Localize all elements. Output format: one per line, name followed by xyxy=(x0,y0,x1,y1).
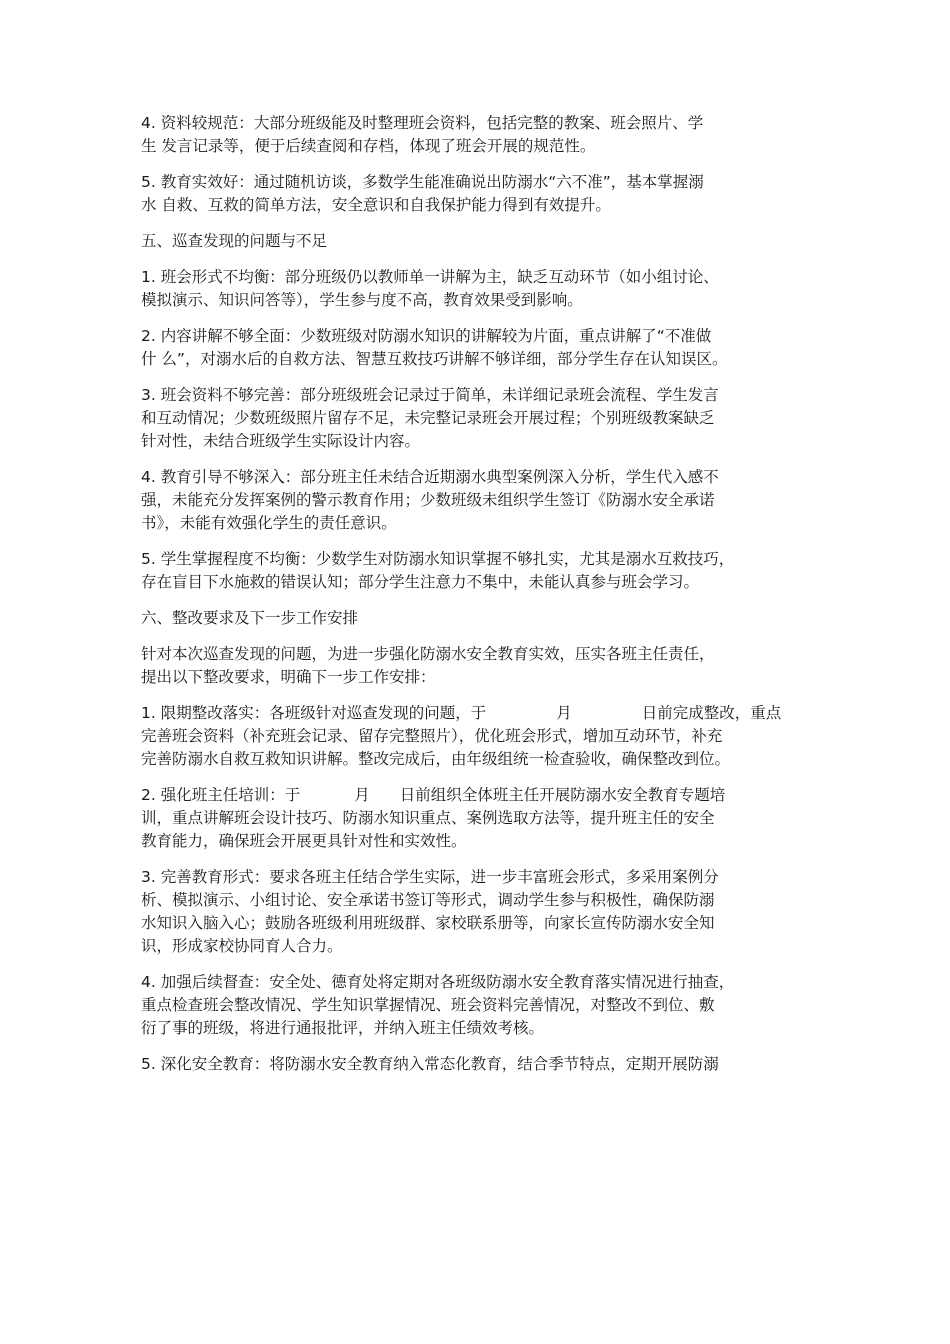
paragraph-line: 4. 教育引导不够深入：部分班主任未结合近期溺水典型案例深入分析，学生代入感不 xyxy=(141,468,719,486)
paragraph-line: 五、巡查发现的问题与不足 xyxy=(141,232,328,250)
requirement-1 xyxy=(141,702,826,771)
paragraph xyxy=(141,325,826,371)
paragraph-line: 5. 教育实效好：通过随机访谈，多数学生能准确说出防溺水“六不准”，基本掌握溺 xyxy=(141,173,704,191)
paragraph-line: 水 自救、互救的简单方法，安全意识和自我保护能力得到有效提升。 xyxy=(141,196,611,214)
paragraph-line: 衍了事的班级，将进行通报批评，并纳入班主任绩效考核。 xyxy=(141,1019,545,1037)
paragraph-line: 1. 班会形式不均衡：部分班级仍以教师单一讲解为主，缺乏互动环节（如小组讨论、 xyxy=(141,268,719,286)
paragraph xyxy=(141,466,826,535)
requirement-2-line-1 xyxy=(141,784,826,807)
paragraph-line: 水知识入脑入心；鼓励各班级利用班级群、家校联系册等，向家长宣传防溺水安全知 xyxy=(141,914,715,932)
requirement-1-line-2: 完善班会资料（补充班会记录、留存完整照片），优化班会形式，增加互动环节，补充 xyxy=(141,727,723,745)
paragraph-line: 生 发言记录等，便于后续查阅和存档，体现了班会开展的规范性。 xyxy=(141,137,596,155)
paragraph xyxy=(141,266,826,312)
requirement-1-text-a: 1. 限期整改落实：各班级针对巡查发现的问题，于 xyxy=(141,704,487,722)
requirement-1-line-3: 完善防溺水自救互救知识讲解。整改完成后，由年级组统一检查验收，确保整改到位。 xyxy=(141,750,731,768)
requirement-2-line-3: 教育能力，确保班会开展更具针对性和实效性。 xyxy=(141,832,467,850)
paragraph-line: 2. 内容讲解不够全面：少数班级对防溺水知识的讲解较为片面，重点讲解了“不准做 xyxy=(141,327,712,345)
paragraph xyxy=(141,112,826,158)
paragraph-line: 5. 深化安全教育：将防溺水安全教育纳入常态化教育，结合季节特点，定期开展防溺 xyxy=(141,1055,719,1073)
paragraph xyxy=(141,384,826,453)
paragraph-line: 重点检查班会整改情况、学生知识掌握情况、班会资料完善情况，对整改不到位、敷 xyxy=(141,996,715,1014)
report-body-bottom xyxy=(141,866,826,1076)
paragraph-line: 提出以下整改要求，明确下一步工作安排： xyxy=(141,668,436,686)
paragraph-line: 模拟演示、知识问答等），学生参与度不高，教育效果受到影响。 xyxy=(141,291,583,309)
paragraph xyxy=(141,548,826,594)
paragraph-line: 针对本次巡查发现的问题，为进一步强化防溺水安全教育实效，压实各班主任责任， xyxy=(141,645,715,663)
requirement-2 xyxy=(141,784,826,853)
paragraph xyxy=(141,971,826,1040)
paragraph-line: 存在盲目下水施救的错误认知；部分学生注意力不集中，未能认真参与班会学习。 xyxy=(141,573,700,591)
paragraph-line: 识，形成家校协同育人合力。 xyxy=(141,937,343,955)
report-body-top xyxy=(141,112,826,689)
requirement-2-text-a: 2. 强化班主任培训：于 xyxy=(141,786,301,804)
paragraph-line: 什 么”，对溺水后的自救方法、智慧互救技巧讲解不够详细，部分学生存在认知误区。 xyxy=(141,350,728,368)
paragraph-line: 针对性，未结合班级学生实际设计内容。 xyxy=(141,432,421,450)
section-heading xyxy=(141,607,826,630)
paragraph xyxy=(141,866,826,958)
paragraph-line: 5. 学生掌握程度不均衡：少数学生对防溺水知识掌握不够扎实，尤其是溺水互救技巧， xyxy=(141,550,735,568)
requirement-2-line-2: 训，重点讲解班会设计技巧、防溺水知识重点、案例选取方法等，提升班主任的安全 xyxy=(141,809,715,827)
paragraph-line: 析、模拟演示、小组讨论、安全承诺书签订等形式，调动学生参与积极性，确保防溺 xyxy=(141,891,715,909)
paragraph-line: 书》，未能有效强化学生的责任意识。 xyxy=(141,514,397,532)
requirement-2-month: 月 xyxy=(354,786,370,804)
paragraph xyxy=(141,171,826,217)
requirement-2-text-c: 日前组织全体班主任开展防溺水安全教育专题培 xyxy=(399,786,726,804)
paragraph xyxy=(141,643,826,689)
requirement-1-text-c: 日前完成整改，重点 xyxy=(641,704,782,722)
section-heading xyxy=(141,230,826,253)
paragraph-line: 强，未能充分发挥案例的警示教育作用；少数班级未组织学生签订《防溺水安全承诺 xyxy=(141,491,715,509)
requirement-1-month: 月 xyxy=(556,704,572,722)
paragraph-line: 4. 加强后续督查：安全处、德育处将定期对各班级防溺水安全教育落实情况进行抽查， xyxy=(141,973,735,991)
paragraph xyxy=(141,1053,826,1076)
paragraph-line: 3. 班会资料不够完善：部分班级班会记录过于简单，未详细记录班会流程、学生发言 xyxy=(141,386,719,404)
paragraph-line: 和互动情况；少数班级照片留存不足，未完整记录班会开展过程；个别班级教案缺乏 xyxy=(141,409,715,427)
document-page xyxy=(141,112,826,1089)
paragraph-line: 3. 完善教育形式：要求各班主任结合学生实际，进一步丰富班会形式，多采用案例分 xyxy=(141,868,719,886)
paragraph-line: 4. 资料较规范：大部分班级能及时整理班会资料，包括完整的教案、班会照片、学 xyxy=(141,114,704,132)
requirement-1-line-1 xyxy=(141,702,826,725)
paragraph-line: 六、整改要求及下一步工作安排 xyxy=(141,609,359,627)
